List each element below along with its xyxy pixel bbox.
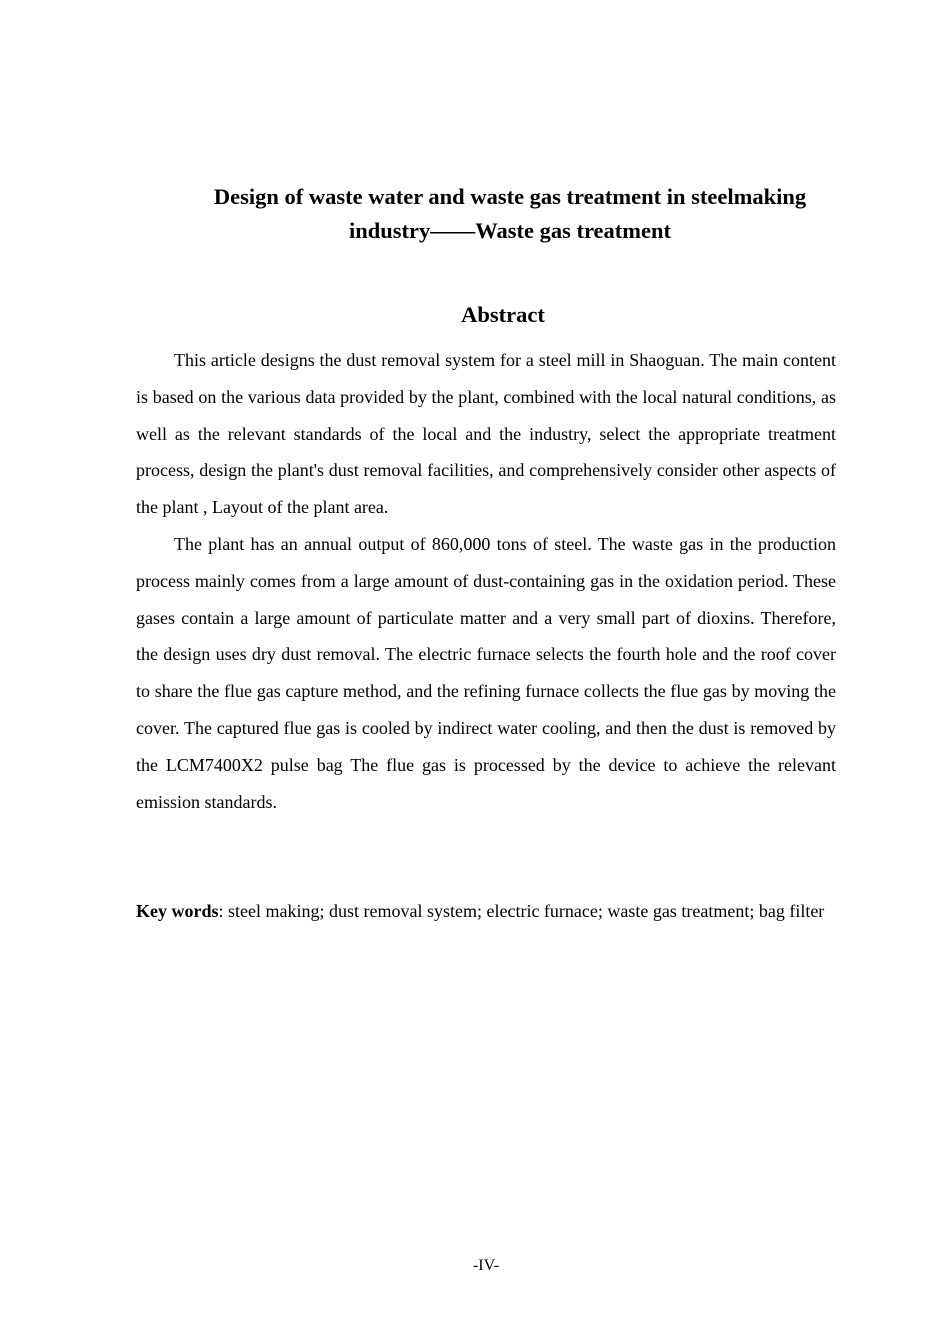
keywords-separator: : xyxy=(218,901,229,921)
abstract-paragraph-2: The plant has an annual output of 860,000 tons of steel. The waste gas in the production process mainly comes from a large amount of dust-containing gas in the oxidation period. These gases contain a large amount of particulate matter and a very small part of dioxins. Therefore, the design uses dry dust removal. The electric furnace selects the fourth hole and the roof cover to share the flue gas capture method, and the refining furnace collects the flue gas by moving the cover. The captured flue gas is cooled by indirect water cooling, and then the dust is removed by the LCM7400X2 pulse bag The flue gas is processed by the device to achieve the relevant emission standards. xyxy=(136,534,836,812)
keywords-text: steel making; dust removal system; electric furnace; waste gas treatment; bag filter xyxy=(228,901,825,921)
document-title xyxy=(170,180,850,248)
title-line-1: Design of waste water and waste gas treatment in steelmaking xyxy=(213,184,807,209)
keywords xyxy=(136,893,836,930)
keywords-label: Key words xyxy=(136,901,219,921)
abstract-paragraph-1: This article designs the dust removal system for a steel mill in Shaoguan. The main content is based on the various data provided by the plant, combined with the local natural conditions, as well as the relevant standards of the local and the industry, select the appropriate treatment process, design the plant's dust removal facilities, and comprehensively consider other aspects of the plant , Layout of the plant area. xyxy=(136,350,836,518)
title-line-2: industry——Waste gas treatment xyxy=(348,218,672,243)
page-number: -IV- xyxy=(472,1257,500,1274)
abstract-heading: Abstract xyxy=(461,302,545,327)
